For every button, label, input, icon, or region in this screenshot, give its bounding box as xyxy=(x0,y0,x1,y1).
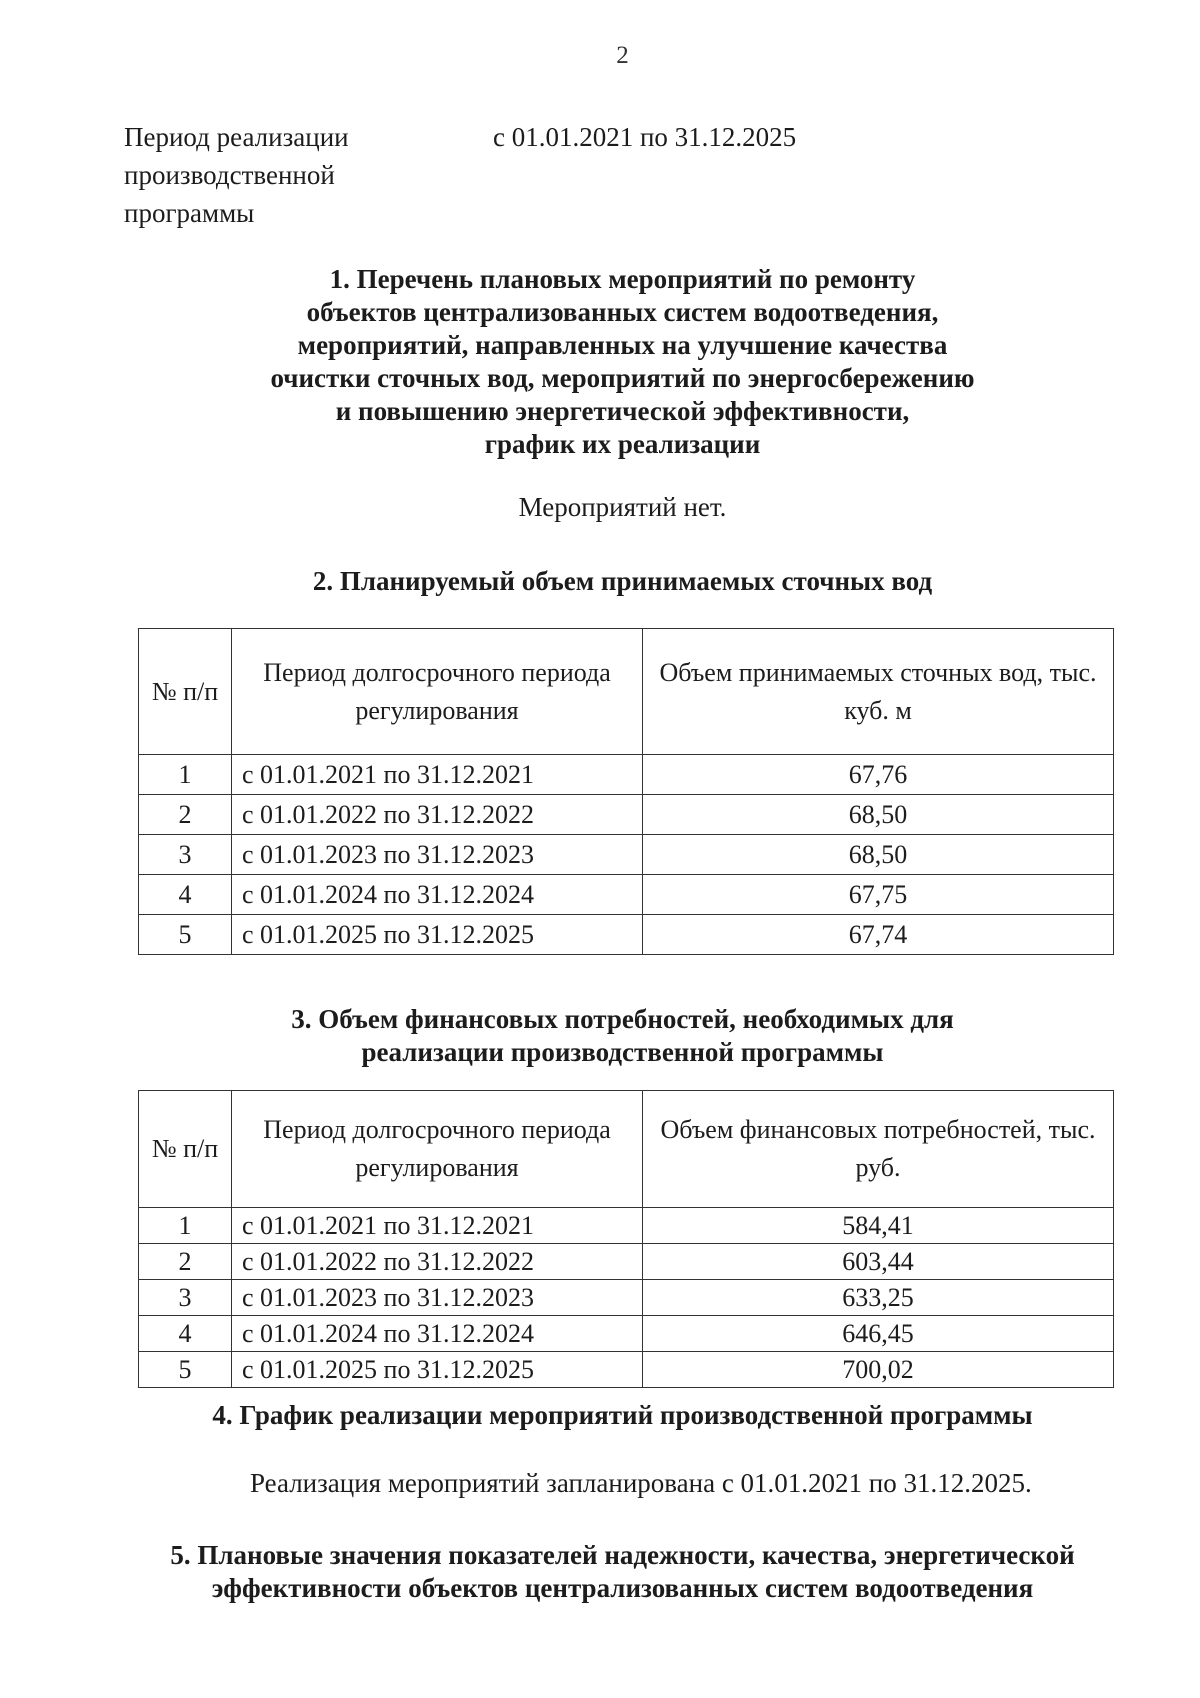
header-volume: Объем принимаемых сточных вод, тыс. куб. м xyxy=(643,629,1114,755)
wastewater-volume-table xyxy=(138,628,1114,955)
table-row xyxy=(139,1244,1114,1280)
section1-title-line: график их реализации xyxy=(484,429,761,459)
row-number: 2 xyxy=(139,1244,232,1280)
table-header-row xyxy=(139,1091,1114,1208)
section1-title-line: 1. Перечень плановых мероприятий по ремонту xyxy=(329,264,916,294)
row-number: 3 xyxy=(139,835,232,875)
row-number: 4 xyxy=(139,875,232,915)
header-number: № п/п xyxy=(139,1091,232,1208)
row-number: 3 xyxy=(139,1280,232,1316)
section5-title-line: 5. Плановые значения показателей надежности, качества, энергетической xyxy=(170,1540,1075,1570)
row-period: с 01.01.2021 по 31.12.2021 xyxy=(232,1208,643,1244)
row-period: с 01.01.2023 по 31.12.2023 xyxy=(232,835,643,875)
row-period: с 01.01.2023 по 31.12.2023 xyxy=(232,1280,643,1316)
table-row xyxy=(139,1208,1114,1244)
row-number: 5 xyxy=(139,1352,232,1388)
row-number: 4 xyxy=(139,1316,232,1352)
row-value: 67,75 xyxy=(643,875,1114,915)
row-period: с 01.01.2024 по 31.12.2024 xyxy=(232,875,643,915)
row-number: 1 xyxy=(139,755,232,795)
section1-title-line: мероприятий, направленных на улучшение качества xyxy=(297,330,948,360)
row-value: 584,41 xyxy=(643,1208,1114,1244)
section1-text: Мероприятий нет. xyxy=(518,492,727,522)
row-period: с 01.01.2022 по 31.12.2022 xyxy=(232,795,643,835)
row-period: с 01.01.2021 по 31.12.2021 xyxy=(232,755,643,795)
page-number: 2 xyxy=(616,42,629,69)
row-value: 603,44 xyxy=(643,1244,1114,1280)
section2-title: 2. Планируемый объем принимаемых сточных вод xyxy=(312,566,933,596)
section1-title-line: и повышению энергетической эффективности, xyxy=(335,396,910,426)
table-row xyxy=(139,1280,1114,1316)
table-row xyxy=(139,915,1114,955)
row-value: 633,25 xyxy=(643,1280,1114,1316)
table-row xyxy=(139,795,1114,835)
row-value: 67,74 xyxy=(643,915,1114,955)
header-number: № п/п xyxy=(139,629,232,755)
header-period: Период долгосрочного периода регулирования xyxy=(232,1091,643,1208)
row-period: с 01.01.2024 по 31.12.2024 xyxy=(232,1316,643,1352)
section1-title-line: очистки сточных вод, мероприятий по энергосбережению xyxy=(270,363,975,393)
row-value: 67,76 xyxy=(643,755,1114,795)
row-number: 1 xyxy=(139,1208,232,1244)
table-header-row xyxy=(139,629,1114,755)
table-row xyxy=(139,755,1114,795)
row-value: 68,50 xyxy=(643,835,1114,875)
section5-title xyxy=(0,1539,1200,1605)
table-row xyxy=(139,1352,1114,1388)
section5-title-line: эффективности объектов централизованных систем водоотведения xyxy=(211,1573,1034,1603)
row-value: 646,45 xyxy=(643,1316,1114,1352)
table-row xyxy=(139,835,1114,875)
financial-needs-table xyxy=(138,1090,1114,1388)
section1-title xyxy=(0,263,1200,461)
section4-title: 4. График реализации мероприятий производственной программы xyxy=(212,1400,1033,1430)
table-row xyxy=(139,875,1114,915)
period-label: Период реализации производственной программы xyxy=(124,122,349,228)
table-row xyxy=(139,1316,1114,1352)
row-number: 2 xyxy=(139,795,232,835)
section3-title-line: реализации производственной программы xyxy=(361,1037,884,1067)
section1-title-line: объектов централизованных систем водоотведения, xyxy=(306,297,939,327)
row-period: с 01.01.2025 по 31.12.2025 xyxy=(232,1352,643,1388)
period-value: с 01.01.2021 по 31.12.2025 xyxy=(493,122,797,152)
row-period: с 01.01.2025 по 31.12.2025 xyxy=(232,915,643,955)
section3-title xyxy=(0,1003,1200,1069)
header-finance: Объем финансовых потребностей, тыс. руб. xyxy=(643,1091,1114,1208)
section3-title-line: 3. Объем финансовых потребностей, необходимых для xyxy=(291,1004,954,1034)
header-period: Период долгосрочного периода регулирования xyxy=(232,629,643,755)
section4-text: Реализация мероприятий запланирована с 01.01.2021 по 31.12.2025. xyxy=(250,1468,1032,1498)
row-period: с 01.01.2022 по 31.12.2022 xyxy=(232,1244,643,1280)
row-value: 700,02 xyxy=(643,1352,1114,1388)
row-value: 68,50 xyxy=(643,795,1114,835)
row-number: 5 xyxy=(139,915,232,955)
